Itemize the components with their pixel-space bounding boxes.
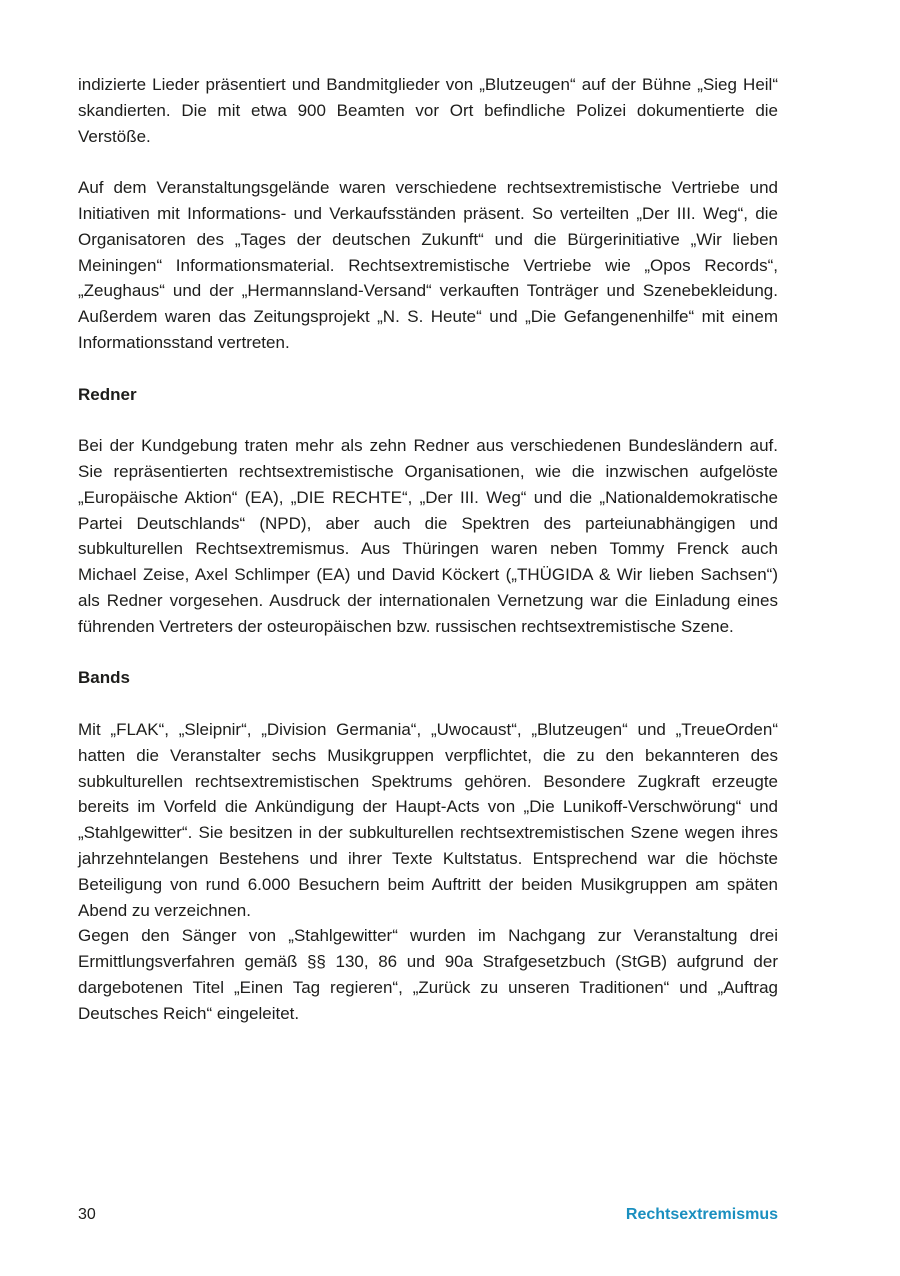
page-number: 30: [78, 1206, 96, 1223]
paragraph-spacer: [78, 356, 778, 382]
paragraph-vertriebe: Auf dem Veranstaltungsgelände waren verschiedene rechtsextremistische Vertriebe und Initiativen mit Informations- und Verkaufsständen präsent. So verteilten „Der III. Weg“, die Organisatoren des „Tages der deutschen Zukunft“ und die Bürgerinitiative „Wir lieben Meiningen“ Informationsmaterial. Rechtsextremistische Vertriebe wie „Opos Records“, „Zeughaus“ und der „Hermannsland-Versand“ verkauften Tonträger und Szenebekleidung. Außerdem waren das Zeitungsprojekt „N. S. Heute“ und „Die Gefangenenhilfe“ mit einem Informationsstand vertreten.: [78, 178, 778, 352]
page-content: [78, 72, 778, 1026]
paragraph-spacer: [78, 407, 778, 433]
paragraph-bands-2: Gegen den Sänger von „Stahlgewitter“ wurden im Nachgang zur Veranstaltung drei Ermittlungsverfahren gemäß §§ 130, 86 und 90a Strafgesetzbuch (StGB) aufgrund der dargebotenen Titel „Einen Tag regieren“, „Zurück zu unseren Traditionen“ und „Auftrag Deutsches Reich“ eingeleitet.: [78, 926, 778, 1023]
paragraph-spacer: [78, 640, 778, 666]
running-title: Rechtsextremismus: [625, 1206, 778, 1223]
paragraph-redner: Bei der Kundgebung traten mehr als zehn Redner aus verschiedenen Bundesländern auf. Sie repräsentierten rechtsextremistische Organisationen, wie die inzwischen aufgelöste „Europäische Aktion“ (EA), „DIE RECHTE“, „Der III. Weg“ und die „Nationaldemokratische Partei Deutschlands“ (NPD), aber auch die Spektren des parteiunabhängigen und subkulturellen Rechtsextremismus. Aus Thüringen waren neben Tommy Frenck auch Michael Zeise, Axel Schlimper (EA) und David Köckert („THÜGIDA & Wir lieben Sachsen“) als Redner vorgesehen. Ausdruck der internationalen Vernetzung war die Einladung eines führenden Vertreters der osteuropäischen bzw. russischen rechtsextremistische Szene.: [78, 436, 778, 636]
paragraph-spacer: [78, 149, 778, 175]
paragraph-intro-continued: indizierte Lieder präsentiert und Bandmitglieder von „Blutzeugen“ auf der Bühne „Sieg Heil“ skandierten. Die mit etwa 900 Beamten vor Ort befindliche Polizei dokumentierte die Verstöße.: [78, 75, 778, 146]
heading-redner: Redner: [78, 384, 137, 404]
paragraph-spacer: [78, 691, 778, 717]
paragraph-bands-1: Mit „FLAK“, „Sleipnir“, „Division Germania“, „Uwocaust“, „Blutzeugen“ und „TreueOrden“ hatten die Veranstalter sechs Musikgruppen verpflichtet, die zu den bekannteren des subkulturellen rechtsextremistischen Spektrums gehören. Besondere Zugkraft erzeugte bereits im Vorfeld die Ankündigung der Haupt-Acts von „Die Lunikoff-Verschwörung“ und „Stahlgewitter“. Sie besitzen in der subkulturellen rechtsextremistischen Szene wegen ihres jahrzehntelangen Bestehens und ihrer Texte Kultstatus. Entsprechend war die höchste Beteiligung von rund 6.000 Besuchern beim Auftritt der beiden Musikgruppen am späten Abend zu verzeichnen.: [78, 719, 778, 920]
page-footer: [78, 1203, 778, 1227]
heading-bands: Bands: [78, 668, 130, 688]
